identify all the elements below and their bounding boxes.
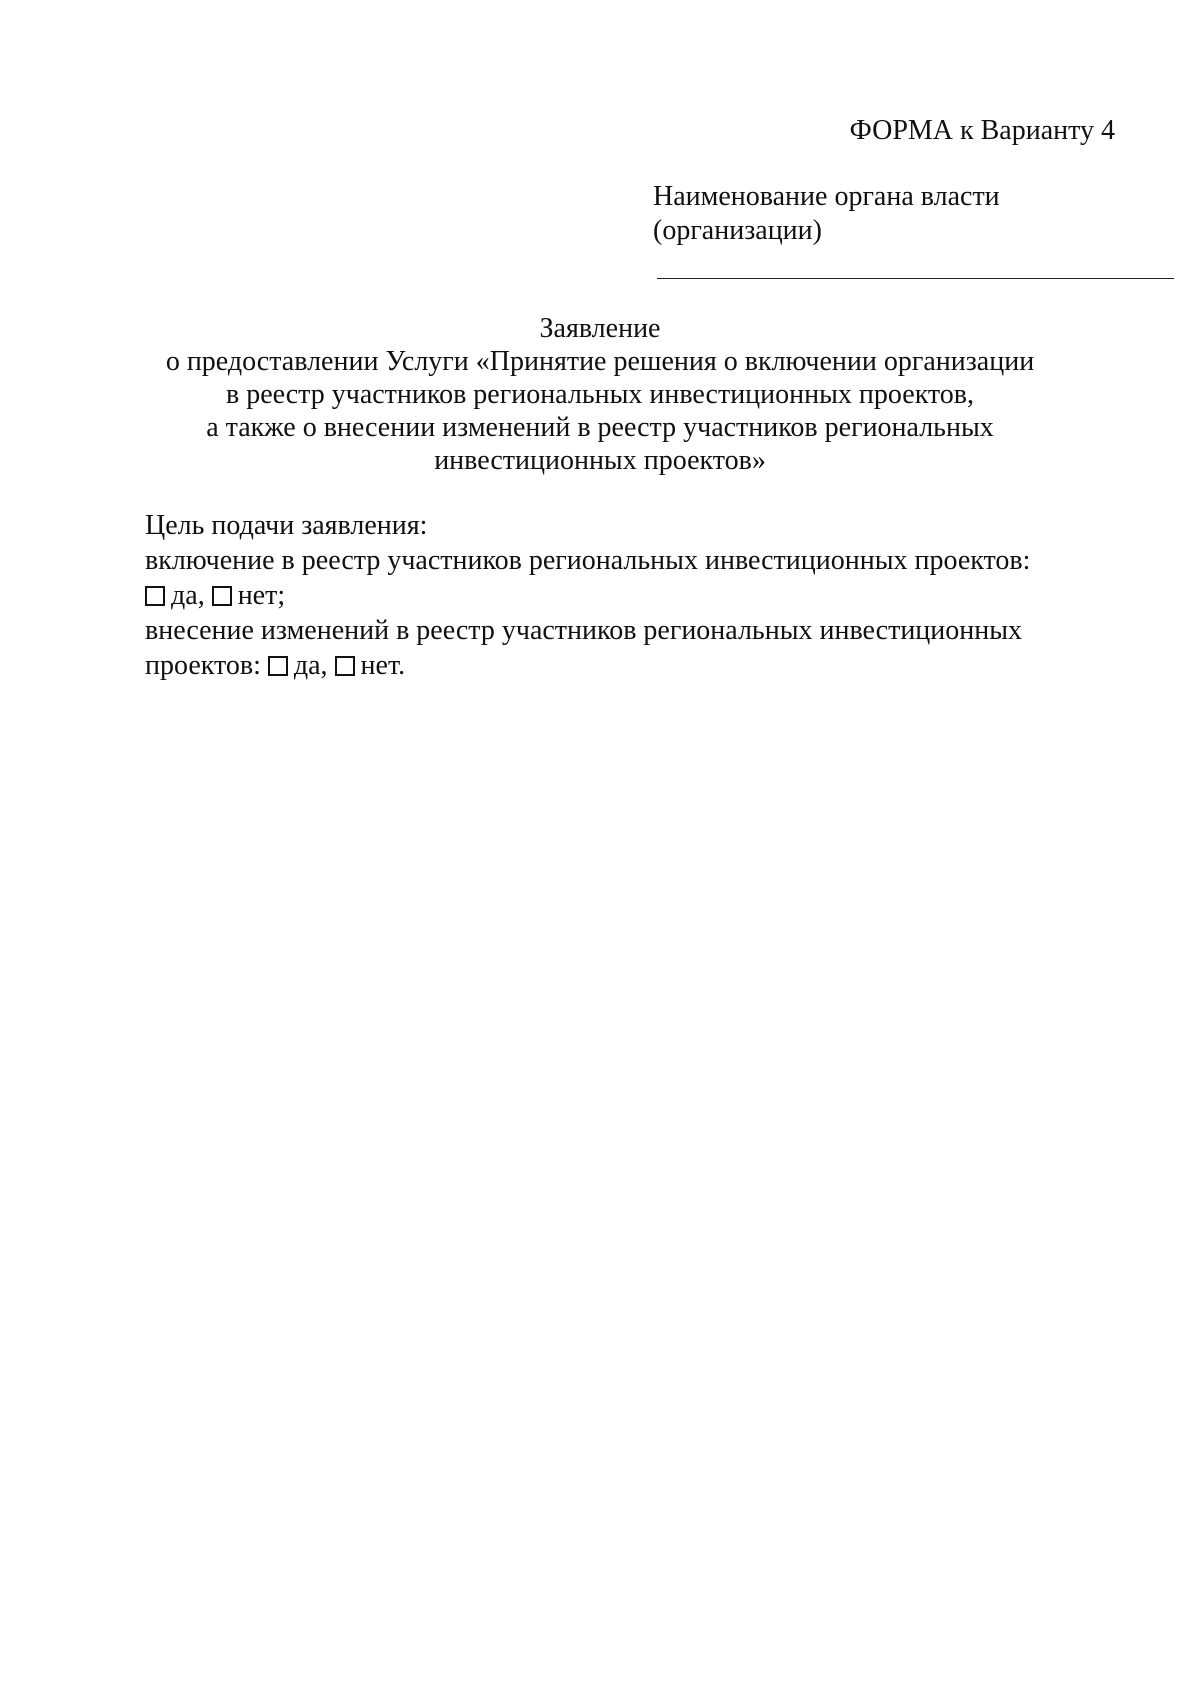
changes-options bbox=[145, 648, 1105, 683]
inclusion-yes-checkbox[interactable] bbox=[145, 586, 165, 606]
authority-name-label: Наименование органа власти bbox=[653, 181, 1000, 212]
purpose-label: Цель подачи заявления: bbox=[145, 510, 428, 541]
changes-yes-label: да bbox=[293, 650, 321, 681]
separator-text: , bbox=[320, 650, 328, 681]
separator-text: , bbox=[197, 580, 205, 611]
application-subtitle-line: о предоставлении Услуги «Принятие решения о включении организации bbox=[165, 346, 1035, 377]
form-variant-label: ФОРМА к Варианту 4 bbox=[849, 115, 1115, 146]
changes-question-continued: проектов: bbox=[145, 650, 261, 681]
inclusion-no-checkbox[interactable] bbox=[212, 586, 232, 606]
application-subtitle-line: инвестиционных проектов» bbox=[434, 445, 766, 476]
inclusion-yes-label: да bbox=[171, 580, 198, 611]
separator-text: . bbox=[398, 650, 406, 681]
application-title-block bbox=[100, 312, 1100, 477]
authority-name-sublabel: (организации) bbox=[653, 215, 822, 246]
changes-yes-checkbox[interactable] bbox=[268, 656, 288, 676]
inclusion-question: включение в реестр участников региональных инвестиционных проектов: bbox=[145, 545, 1031, 576]
changes-question: внесение изменений в реестр участников региональных инвестиционных bbox=[145, 615, 1023, 646]
authority-name-field-line[interactable] bbox=[657, 278, 1174, 279]
authority-name-block bbox=[653, 180, 1123, 248]
changes-no-label: нет bbox=[360, 650, 399, 681]
application-purpose-section bbox=[145, 508, 1105, 683]
application-subtitle-line: в реестр участников региональных инвестиционных проектов, bbox=[225, 379, 975, 410]
inclusion-options bbox=[145, 578, 1105, 613]
application-subtitle-line: а также о внесении изменений в реестр участников региональных bbox=[206, 412, 994, 443]
changes-no-checkbox[interactable] bbox=[335, 656, 355, 676]
inclusion-no-label: нет bbox=[237, 580, 278, 611]
separator-text: ; bbox=[277, 580, 286, 611]
application-title: Заявление bbox=[539, 313, 661, 344]
